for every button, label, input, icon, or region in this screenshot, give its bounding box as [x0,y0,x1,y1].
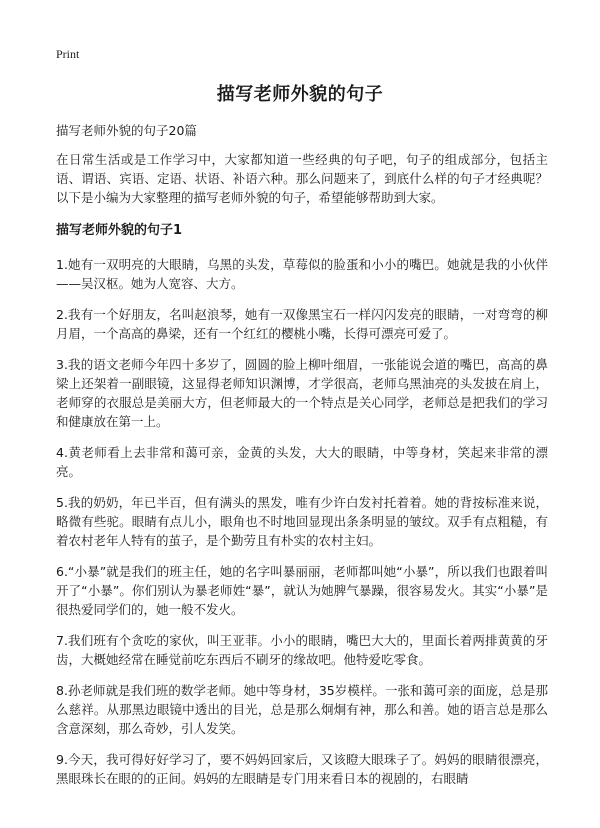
print-link[interactable]: Print [56,47,80,61]
document-subtitle: 描写老师外貌的句子20篇 [56,123,197,138]
sentence-paragraph: 8.孙老师就是我们班的数学老师。她中等身材，35岁模样。一张和蔼可亲的面庞，总是那么慈祥。从那黑边眼镜中透出的目光，总是那么炯炯有神，那么和善。她的语言总是那么含意深刻，那么奇妙，引人发笑。 [56,683,548,736]
sentence-paragraph: 3.我的语文老师今年四十多岁了，圆圆的脸上柳叶细眉，一张能说会道的嘴巴，高高的鼻梁上还架着一副眼镜，这显得老师知识渊博，才学很高，老师乌黑油亮的头发披在肩上，老师穿的衣服总是美丽大方，但老师最大的一个特点是关心同学，老师总是把我们的学习和健康放在第一上。 [56,357,548,429]
sentence-paragraph: 5.我的奶奶，年已半百，但有满头的黑发，唯有少许白发衬托着着。她的背按标准来说，略微有些驼。眼睛有点儿小，眼角也不时地回显现出条条明显的皱纹。双手有点粗糙，有着农村老年人特有的茧子，是个勤劳且有朴实的农村主妇。 [56,495,548,548]
sentence-paragraph: 4.黄老师看上去非常和蔼可亲，金黄的头发，大大的眼睛，中等身材，笑起来非常的漂亮。 [56,445,548,479]
page-title: 描写老师外貌的句子 [216,84,384,105]
sentence-paragraph: 1.她有一双明亮的大眼睛，乌黑的头发，草莓似的脸蛋和小小的嘴巴。她就是我的小伙伴——吴汉枢。她为人宽容、大方。 [56,257,548,291]
section-heading: 描写老师外貌的句子1 [56,223,183,238]
sentence-paragraph: 6.“小暴”就是我们的班主任，她的名字叫暴丽丽，老师都叫她“小暴”，所以我们也跟着叫开了“小暴”。你们别认为暴老师姓“暴”，就认为她脾气暴躁，很容易发火。其实“小暴”是很热爱同学们的，她一般不发火。 [56,564,548,617]
sentence-paragraph: 2.我有一个好朋友，名叫赵浪琴，她有一双像黑宝石一样闪闪发亮的眼睛，一对弯弯的柳月眉，一个高高的鼻梁，还有一个红红的樱桃小嘴，长得可漂亮可爱了。 [56,307,548,341]
sentence-paragraph: 7.我们班有个贪吃的家伙，叫王亚菲。小小的眼睛，嘴巴大大的，里面长着两排黄黄的牙齿，大概她经常在睡觉前吃东西后不刷牙的缘故吧。他特爱吃零食。 [56,633,548,667]
document-body [56,150,548,800]
sentence-paragraph: 9.今天，我可得好好学习了，要不妈妈回家后，又该瞪大眼珠子了。妈妈的眼睛很漂亮，黑眼珠长在眼的的正间。妈妈的左眼睛是专门用来看日本的视剧的，右眼睛 [56,752,548,786]
intro-paragraph: 在日常生活或是工作学习中，大家都知道一些经典的句子吧，句子的组成部分，包括主语、谓语、宾语、定语、状语、补语六种。那么问题来了，到底什么样的句子才经典呢？以下是小编为大家整理的描写老师外貌的句子，希望能够帮助到大家。 [56,152,548,205]
